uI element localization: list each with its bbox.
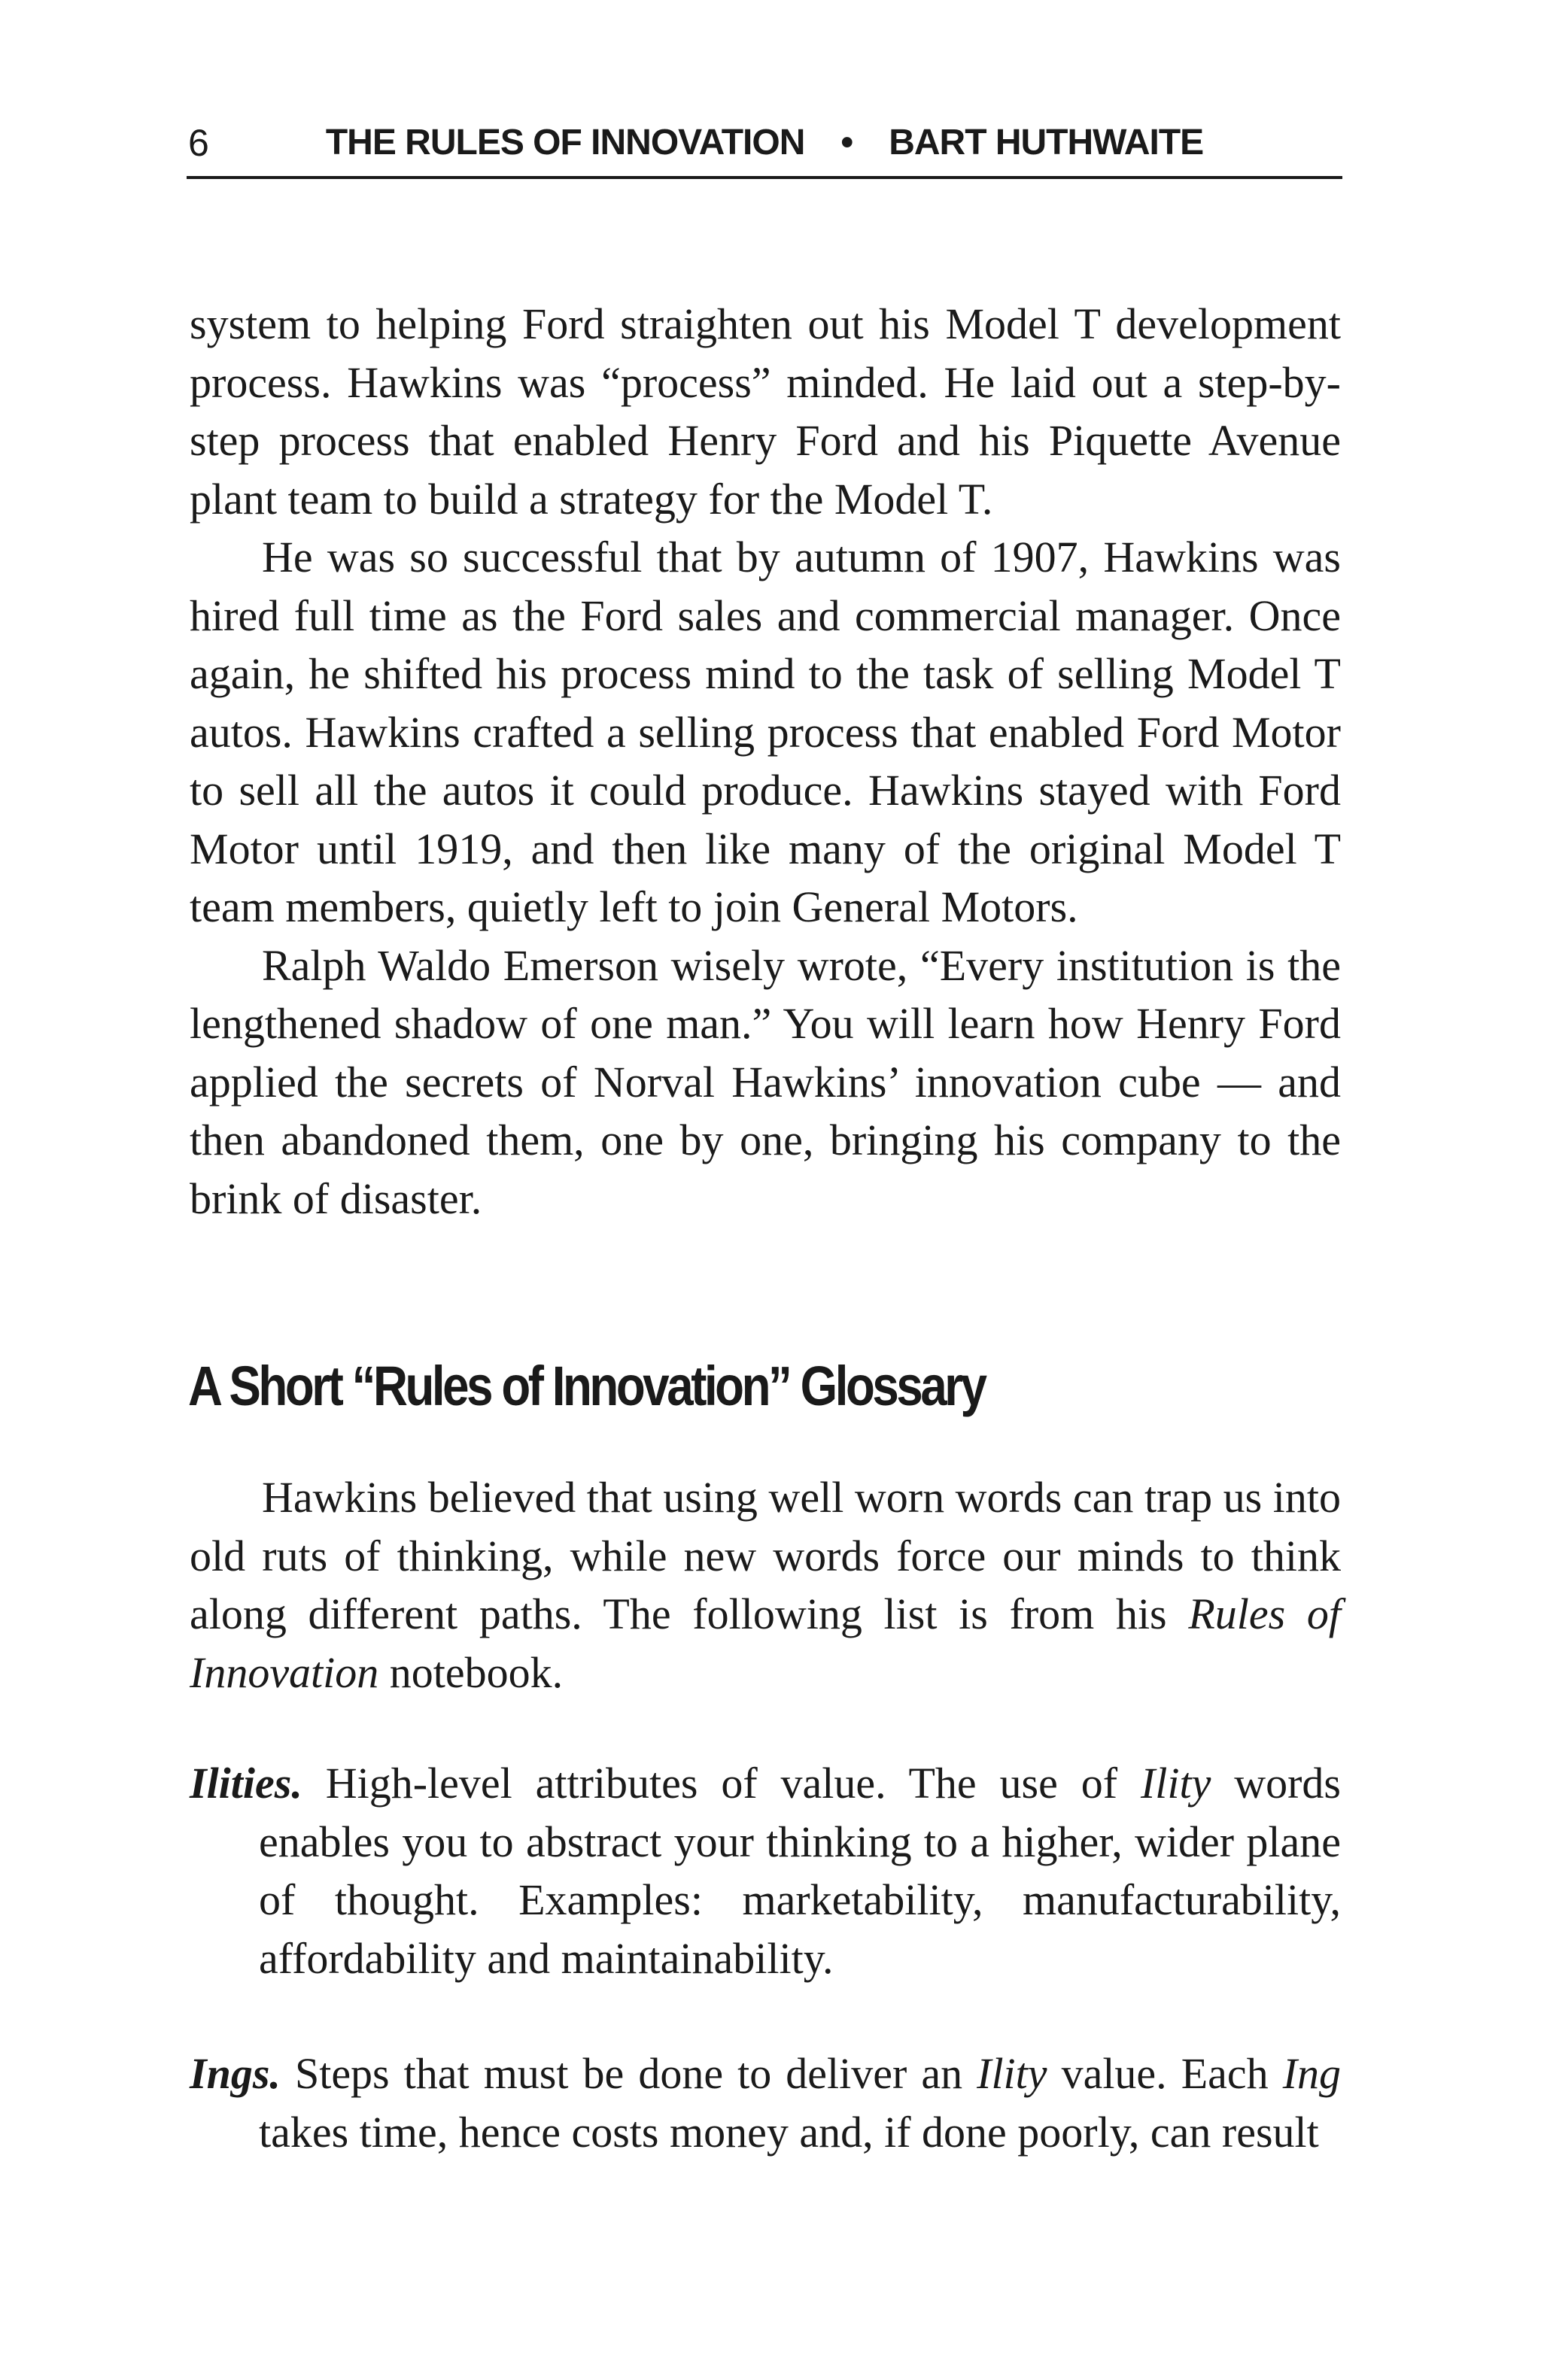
glossary-term: Ings. [190, 2049, 281, 2098]
definition-text: takes time, hence costs money and, if done poorly, can result [259, 2107, 1319, 2157]
definition-text: Steps that must be done to deliver an [280, 2049, 977, 2098]
section-intro [190, 1468, 1341, 1702]
running-head-title [187, 113, 1342, 173]
italic-term: Ility [1140, 1759, 1211, 1808]
running-header [187, 113, 1342, 181]
definition-text: words enables you to abstract your thinking to a higher, wider plane of thought. Examples: marketability, manufacturability, affordability and maintainability. [259, 1759, 1341, 1983]
definition-text: value. Each [1047, 2049, 1283, 2098]
intro-paragraph [190, 1468, 1341, 1702]
body-text [190, 295, 1341, 1228]
body-paragraph: system to helping Ford straighten out his Model T development process. Hawkins was “process” minded. He laid out a step-by-step process that enabled Henry Ford and his Piquette Avenue plant team to build a strategy for the Model T. [190, 299, 1341, 524]
italic-term: Ing [1282, 2049, 1342, 2098]
glossary-entry [190, 1754, 1341, 1987]
glossary-definition [190, 1754, 1341, 1987]
glossary-entry [190, 2045, 1341, 2161]
page-number: 6 [188, 122, 209, 164]
glossary-term: Ilities. [190, 1759, 302, 1808]
book-title: THE RULES OF INNOVATION [325, 123, 805, 162]
intro-text-end: notebook. [378, 1647, 564, 1697]
italic-term: Ility [977, 2049, 1047, 2098]
notebook-title: Rules of Innovation [190, 1589, 1341, 1697]
intro-text: Hawkins believed that using well worn words can trap us into old ruts of thinking, while new words force our minds to think along different paths. The following list is from his [190, 1473, 1341, 1638]
body-paragraph: Ralph Waldo Emerson wisely wrote, “Every institution is the lengthened shadow of one man.” You will learn how Henry Ford applied the secrets of Norval Hawkins’ innovation cube — and then abandoned them, one by one, bringing his company to the brink of disaster. [190, 940, 1341, 1223]
header-separator: • [840, 123, 853, 162]
definition-text: High-level attributes of value. The use of [302, 1759, 1141, 1808]
header-rule [187, 176, 1342, 179]
section-heading: A Short “Rules of Innovation” Glossary [188, 1355, 985, 1417]
body-paragraph: He was so successful that by autumn of 1907, Hawkins was hired full time as the Ford sales and commercial manager. Once again, he shifted his process mind to the task of selling Model T autos. Hawkins crafted a selling process that enabled Ford Motor to sell all the autos it could produce. Hawkins stayed with Ford Motor until 1919, and then like many of the original Model T team members, quietly left to join General Motors. [190, 533, 1341, 931]
glossary-definition [190, 2045, 1341, 2161]
author-name: BART HUTHWAITE [889, 123, 1204, 162]
